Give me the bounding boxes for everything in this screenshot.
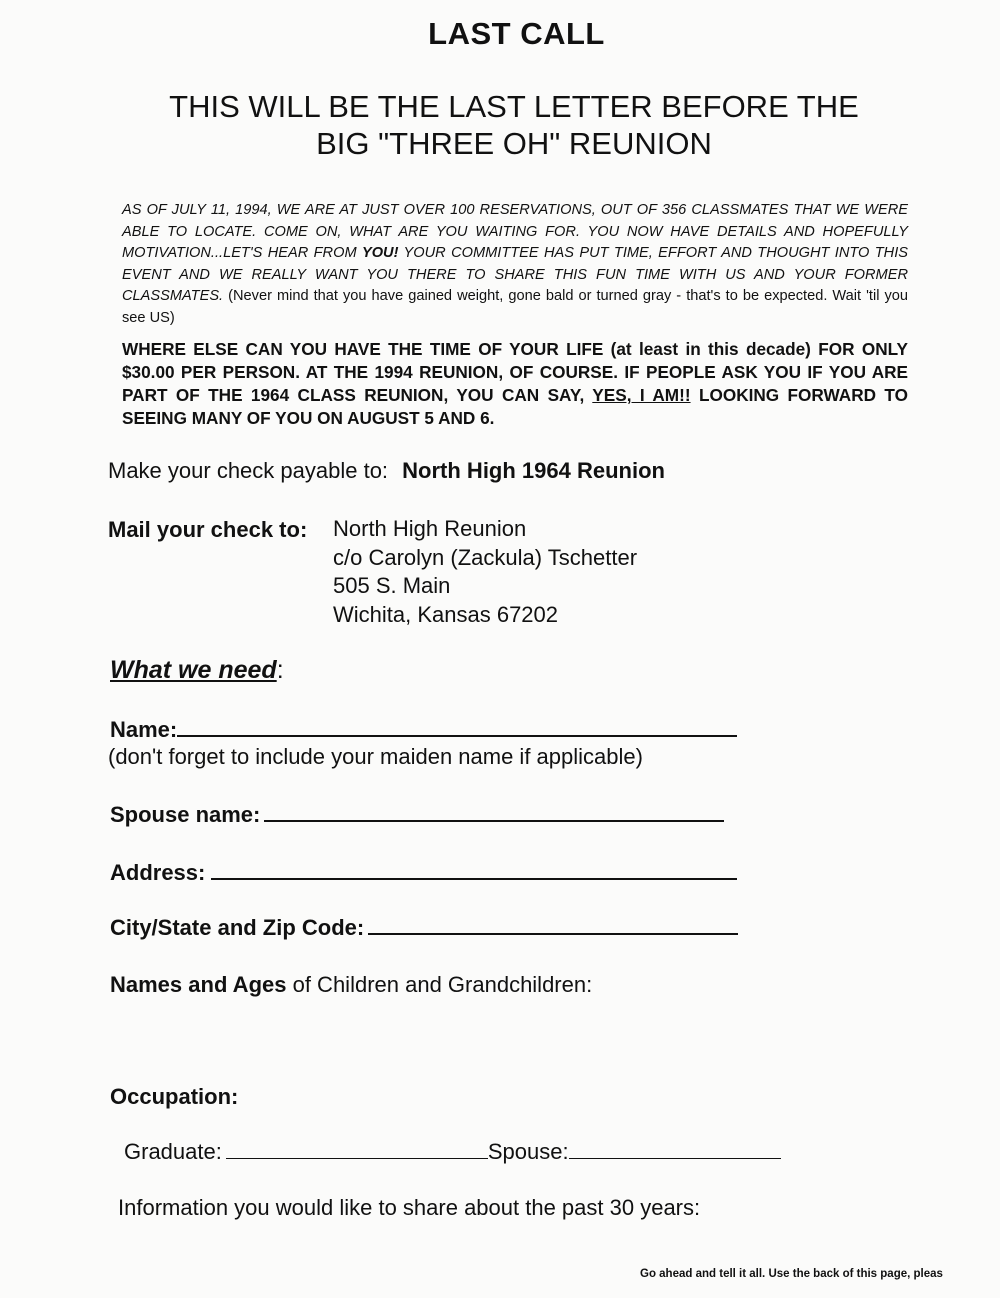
pitch-paragraph [122, 338, 908, 430]
intro-paragraph [122, 200, 908, 329]
pitch-text-1: WHERE ELSE CAN YOU HAVE THE TIME OF YOUR LIFE (at least in this decade) FOR ONLY $30.00 PER PERSON. AT THE 1994 REUNION, OF COURSE. IF PEOPLE ASK YOU IF YOU ARE PART OF THE 1964 CLASS REUNION, YOU CAN SAY, [122, 339, 908, 405]
mail-address [333, 515, 637, 629]
city-state-zip-label: City/State and Zip Code: [110, 915, 365, 940]
info-label: Information you would like to share about the past 30 years: [118, 1195, 701, 1220]
page-title: LAST CALL [428, 16, 605, 51]
spouse-name-input-line[interactable] [264, 802, 724, 822]
address-label: Address: [110, 860, 206, 885]
intro-text-2: YOUR COMMITTEE HAS PUT TIME, EFFORT AND THOUGHT INTO THIS EVENT AND WE REALLY WANT YOU THERE TO SHARE THIS FUN TIME WITH US AND YOUR FORMER CLASSMATES. [122, 245, 908, 304]
address-field[interactable] [110, 860, 737, 886]
city-state-zip-field[interactable] [110, 915, 738, 941]
address-line-4: Wichita, Kansas 67202 [333, 601, 559, 627]
address-line-1: North High Reunion [333, 516, 527, 541]
payable-label: Make your check payable to: [108, 458, 389, 483]
subtitle-line-1: THIS WILL BE THE LAST LETTER BEFORE THE [169, 89, 859, 124]
city-state-zip-input-line[interactable] [368, 915, 738, 935]
spouse-name-label: Spouse name: [110, 802, 261, 827]
children-field[interactable] [110, 972, 592, 998]
spouse-occupation-label: Spouse: [487, 1139, 569, 1164]
graduate-label: Graduate: [124, 1139, 222, 1164]
subtitle [0, 88, 1000, 162]
address-input-line[interactable] [211, 860, 737, 880]
subtitle-line-2: BIG "THREE OH" REUNION [316, 126, 712, 161]
intro-aside: (Never mind that you have gained weight, gone bald or turned gray - that's to be expected. Wait 'til you see US) [122, 288, 908, 326]
pitch-text-2: LOOKING FORWARD TO SEEING MANY OF YOU ON AUGUST 5 AND 6. [122, 385, 908, 428]
what-we-need-heading: What we need: [110, 656, 284, 684]
payable-to: North High 1964 Reunion [402, 458, 665, 483]
name-label: Name: [110, 717, 178, 742]
intro-you: YOU! [361, 245, 399, 261]
address-line-3: 505 S. Main [333, 573, 451, 598]
intro-text-1: AS OF JULY 11, 1994, WE ARE AT JUST OVER 100 RESERVATIONS, OUT OF 356 CLASSMATES THAT WE WERE ABLE TO LOCATE. COME ON, WHAT ARE YOU WAITING FOR. YOU NOW HAVE DETAILS AND HOPEFULLY MOTIVATION...LET'S HEAR FROM [122, 202, 908, 261]
children-label-bold: Names and Ages [110, 972, 287, 997]
spouse-occupation-input-line[interactable] [569, 1140, 781, 1159]
occupation-label: Occupation: [110, 1084, 239, 1109]
footer-note: Go ahead and tell it all. Use the back of this page, pleas [640, 1268, 943, 1280]
pitch-yes-i-am: YES, I AM!! [592, 385, 691, 405]
name-note: (don't forget to include your maiden name if applicable) [108, 744, 643, 769]
spouse-name-field[interactable] [110, 802, 724, 828]
children-label-rest: of Children and Grandchildren: [286, 972, 593, 997]
mail-label: Mail your check to: [108, 517, 308, 542]
graduate-input-line[interactable] [226, 1140, 488, 1159]
name-field[interactable] [110, 717, 737, 743]
occupation-fields[interactable] [124, 1139, 781, 1165]
name-input-line[interactable] [177, 717, 737, 737]
payable-line [108, 458, 665, 484]
address-line-2: c/o Carolyn (Zackula) Tschetter [333, 544, 638, 570]
